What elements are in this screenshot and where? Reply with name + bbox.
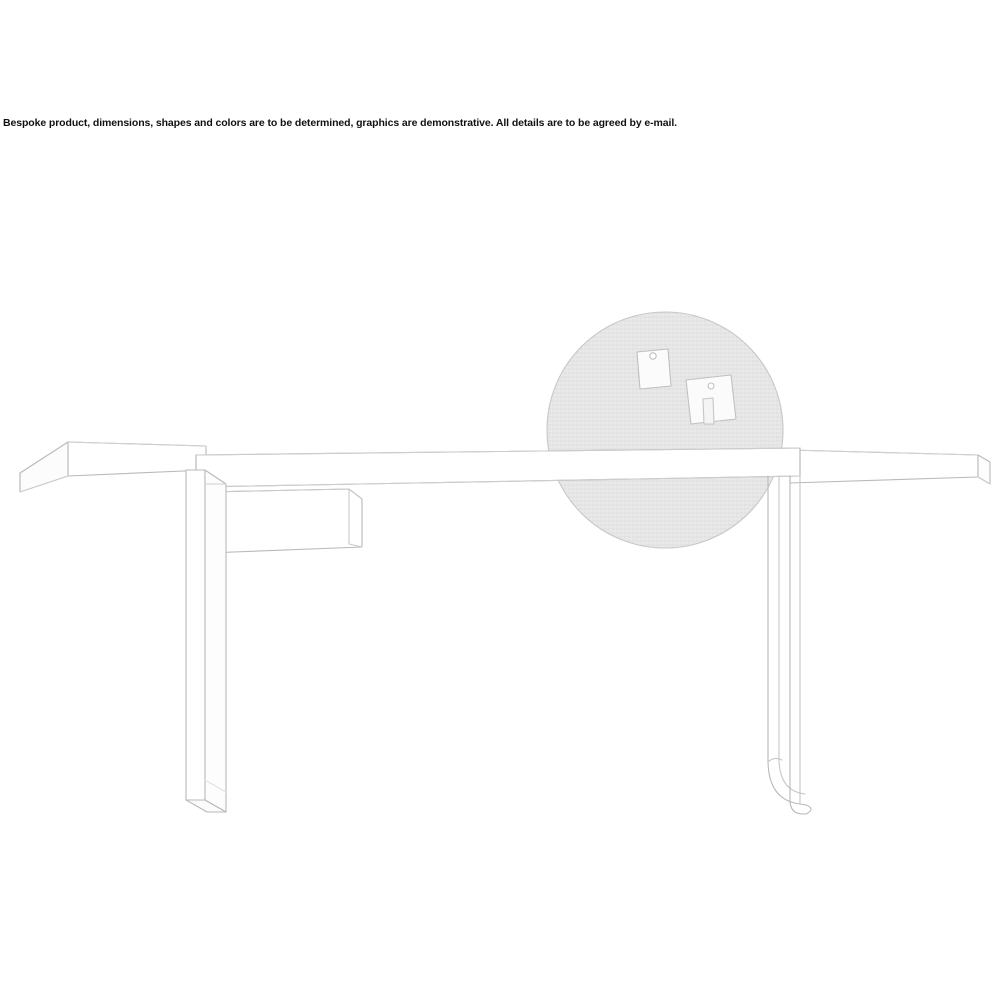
left-extension-top [20,442,206,492]
pinned-note-2 [686,375,736,424]
left-frame-leg [186,470,226,812]
round-pinboard-panel [547,312,783,548]
right-extension-top [790,450,990,484]
disclaimer-text: Bespoke product, dimensions, shapes and colors are to be determined, graphics are demonstrative. All details are to be agreed by e-mail. [3,117,677,129]
foot-rail [768,758,782,762]
pinned-note-1 [637,349,671,389]
right-frame-leg [768,476,811,814]
drawer-box [207,489,362,553]
